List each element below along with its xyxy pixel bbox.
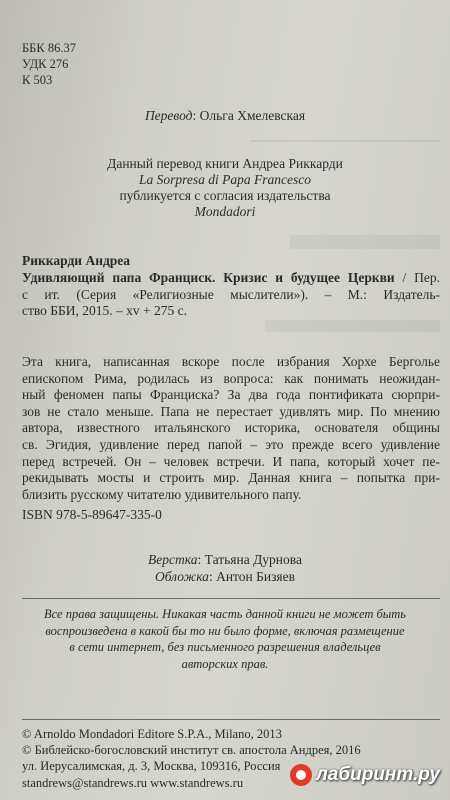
cover-credit: Обложка: Антон Бизяев: [154, 569, 296, 584]
original-title: La Sorpresa di Papa Francesco: [139, 172, 311, 187]
book-title: Удивляющий папа Франциск. Кризис и будущее Церкви: [22, 270, 395, 285]
publisher-contacts: standrews@standrews.ru www.standrews.ru: [22, 775, 244, 790]
notice-line-1: Данный перевод книги Андреа Риккарди: [107, 156, 343, 171]
abstract-line: ный феномен папы Франциска? За два года понтификата сюрпри-: [22, 387, 440, 403]
bibliographic-line: ство ББИ, 2015. – xv + 275 с.: [22, 303, 188, 319]
watermark-text: лабиринт.ру: [315, 764, 440, 786]
abstract-line: близить русскому читателю удивительного папу.: [22, 486, 302, 502]
abstract-line: епископом Рима, родилась из вопроса: как понимать неожидан-: [22, 370, 440, 386]
layout-label: Верстка: [148, 552, 198, 567]
cover-name: Антон Бизяев: [216, 569, 296, 584]
abstract-line: перед встречей. Он – человек встречи. И папа, который хочет пе-: [22, 453, 440, 469]
abstract-line: Эта книга, написанная вскоре после избрания Хорхе Берголье: [22, 354, 440, 369]
original-publisher: Mondadori: [194, 204, 256, 219]
layout-credit: Верстка: Татьяна Дурнова: [148, 552, 302, 567]
author-heading: Риккарди Андреа: [22, 253, 131, 268]
bleed-through-decoration: [290, 235, 440, 249]
translation-credit: Перевод: Ольга Хмелевская: [144, 108, 306, 123]
classification-codes: [22, 40, 76, 88]
bleed-through-decoration: [265, 320, 440, 332]
labirint-watermark: [290, 764, 440, 786]
rights-line: Все права защищены. Никакая часть данной книги не может быть: [44, 607, 406, 621]
abstract-line: автора, известного итальянского историка, основателя общины: [22, 420, 440, 436]
notice-line-3: публикуется с согласия издательства: [119, 188, 331, 203]
rights-line: воспроизведена в какой бы то ни было форме, включая размещение: [45, 623, 405, 638]
udk-code: УДК 276: [22, 57, 69, 71]
cover-label: Обложка: [154, 569, 209, 584]
translation-label: Перевод: [144, 108, 193, 123]
abstract-line: рекидывать мосты и строить мир. Данная книга – попытка при-: [22, 470, 440, 486]
translator-name: Ольга Хмелевская: [199, 108, 306, 123]
copyright-line: © Arnoldo Mondadori Editore S.P.A., Milano, 2013: [22, 727, 282, 741]
bibliographic-line: с ит. (Серия «Религиозные мыслители»). – М.: Издатель-: [22, 286, 440, 302]
rights-line: в сети интернет, без письменного разрешения владельцев: [69, 640, 381, 654]
rights-notice: [0, 606, 450, 672]
publisher-address: ул. Иерусалимская, д. 3, Москва, 109316, Россия: [22, 759, 281, 774]
abstract-line: св. Эгидия, удивление перед папой – это прежде всего удивление: [22, 436, 440, 452]
author-mark: К 503: [22, 73, 53, 87]
bibliographic-entry: [22, 270, 440, 320]
isbn: ISBN 978-5-89647-335-0: [22, 507, 162, 522]
rights-line: авторских прав.: [181, 656, 269, 671]
abstract-paragraph: [22, 354, 440, 503]
labirint-logo-icon: [290, 764, 312, 786]
copyright-line: © Библейско-богословский институт св. апостола Андрея, 2016: [22, 743, 361, 758]
bleed-through-decoration: [250, 140, 440, 148]
bbk-code: ББК 86.37: [22, 41, 76, 55]
abstract-line: зов не стало меньше. Папа не перестает удивлять мир. По мнению: [22, 403, 440, 419]
book-title-rest: / Пер.: [394, 270, 440, 285]
layout-name: Татьяна Дурнова: [204, 552, 302, 567]
